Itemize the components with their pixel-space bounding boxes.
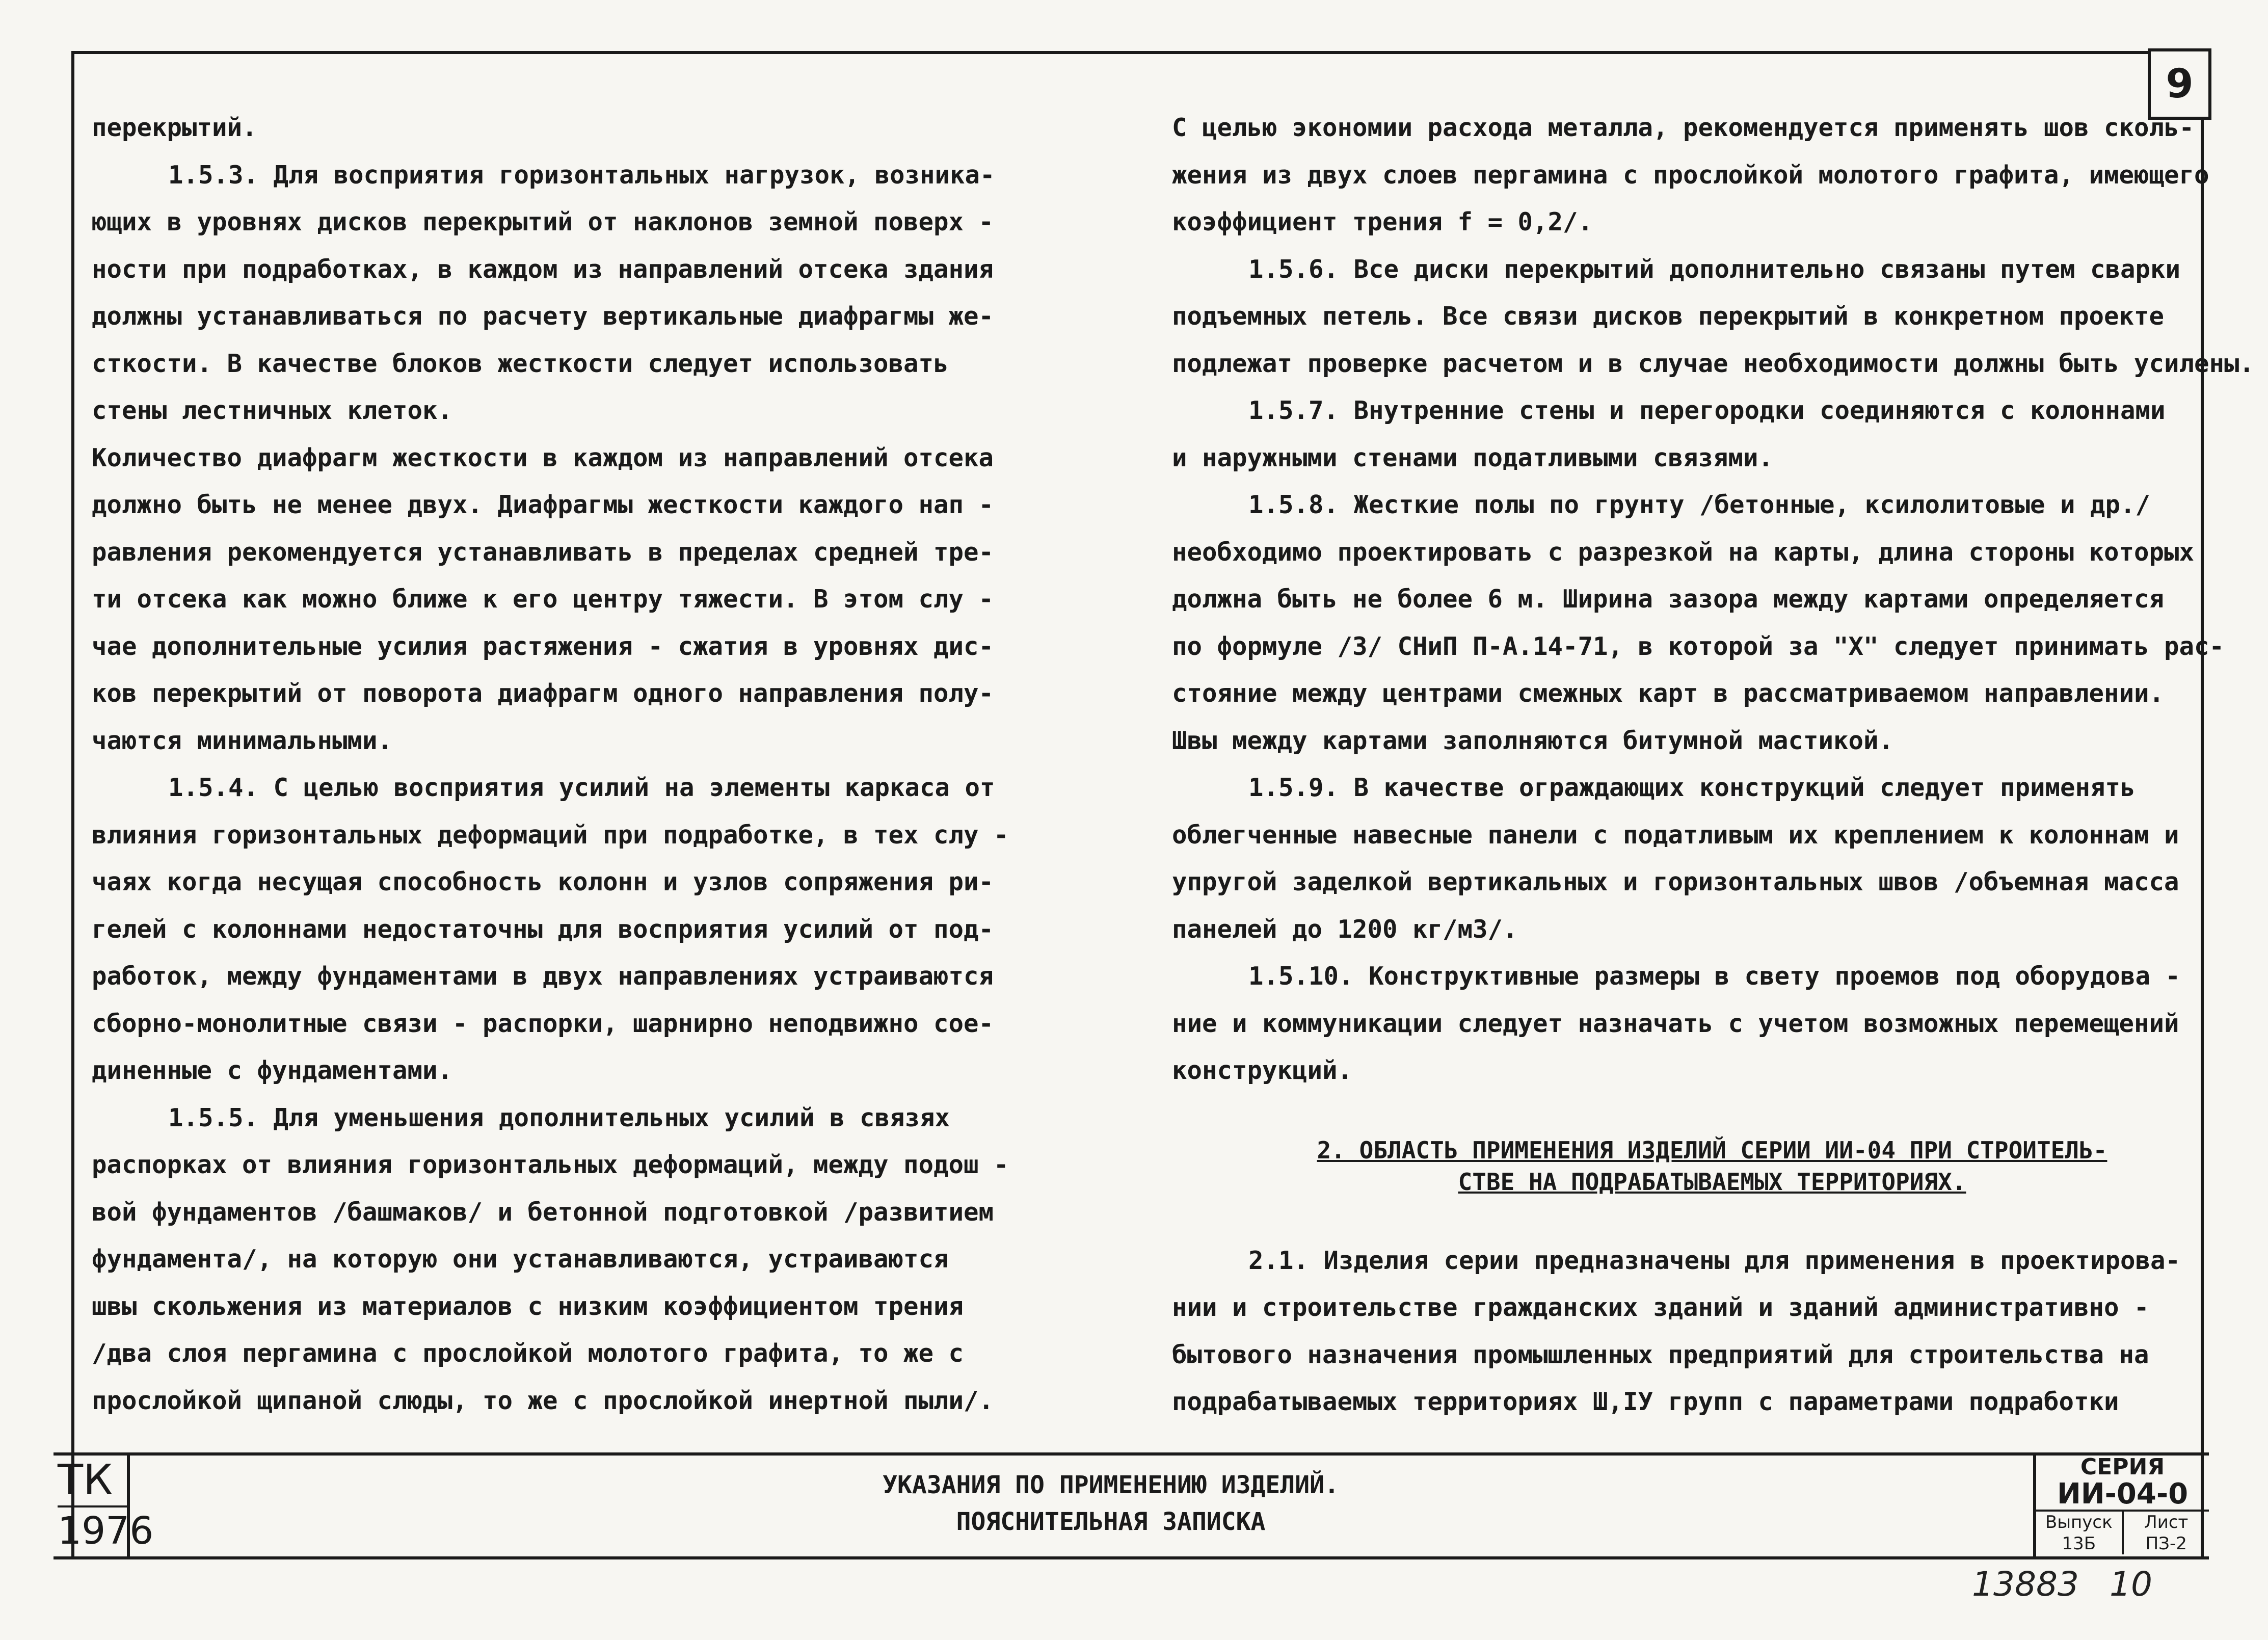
text-line: жения из двух слоев пергамина с прослойкой молотого графита, имеющего: [1172, 160, 2209, 190]
document-title: [135, 1467, 2087, 1540]
text-line: упругой заделкой вертикальных и горизонтальных швов /объемная масса: [1172, 867, 2179, 896]
document-title-line1: УКАЗАНИЯ ПО ПРИМЕНЕНИЮ ИЗДЕЛИЙ.: [883, 1471, 1339, 1499]
text-line: 1.5.4. С целью восприятия усилий на элементы каркаса от: [168, 773, 995, 802]
text-line: швы скольжения из материалов с низким коэффициентом трения: [92, 1291, 964, 1321]
text-line: ности при подработках, в каждом из направлений отсека здания: [92, 254, 994, 284]
text-line: стояние между центрами смежных карт в рассматриваемом направлении.: [1172, 679, 2165, 708]
section-heading-line1: 2. ОБЛАСТЬ ПРИМЕНЕНИЯ ИЗДЕЛИЙ СЕРИИ ИИ-04 ПРИ СТРОИТЕЛЬ-: [1317, 1136, 2107, 1164]
text-line: необходимо проектировать с разрезкой на карты, длина стороны которых: [1172, 537, 2195, 567]
sheet-label: Лист: [2122, 1512, 2209, 1533]
org-code: ТК: [58, 1456, 127, 1507]
sheet-number-box: 9: [2148, 48, 2211, 120]
right-paragraphs-after: [1172, 1237, 2191, 1426]
issue-sheet-values: [2036, 1533, 2209, 1554]
text-line: Количество диафрагм жесткости в каждом из направлений отсека: [92, 443, 994, 472]
text-line: 1.5.6. Все диски перекрытий дополнительно связаны путем сварки: [1248, 254, 2181, 284]
sheet-value: ПЗ-2: [2122, 1533, 2209, 1554]
text-line: перекрытий.: [92, 113, 257, 142]
text-line: по формуле /3/ СНиП П-А.14-71, в которой за "Х" следует принимать рас-: [1172, 631, 2225, 661]
text-line: 1.5.10. Конструктивные размеры в свету проемов под оборудова -: [1248, 962, 2181, 991]
text-line: должны устанавливаться по расчету вертикальные диафрагмы же-: [92, 302, 994, 331]
text-line: чаются минимальными.: [92, 726, 393, 755]
org-box: [54, 1456, 154, 1556]
text-line: подъемных петель. Все связи дисков перекрытий в конкретном проекте: [1172, 302, 2165, 331]
org-year: 1976: [58, 1509, 154, 1553]
series-box: [2033, 1456, 2209, 1556]
text-line: 1.5.8. Жесткие полы по грунту /бетонные, ксилолитовые и др./: [1248, 490, 2151, 519]
text-line: нии и строительстве гражданских зданий и зданий административно -: [1172, 1293, 2149, 1322]
text-line: 1.5.7. Внутренние стены и перегородки соединяются с колоннами: [1248, 396, 2166, 425]
text-line: ние и коммуникации следует назначать с учетом возможных перемещений: [1172, 1009, 2179, 1038]
right-paragraphs: [1172, 104, 2255, 1095]
text-line: фундамента/, на которую они устанавливаются, устраиваются: [92, 1245, 949, 1274]
section-heading: [1172, 1134, 2191, 1198]
text-line: С целью экономии расхода металла, рекомендуется применять шов сколь-: [1172, 113, 2195, 142]
left-text-column: [92, 104, 1090, 1424]
text-line: распорках от влияния горизонтальных деформаций, между подош -: [92, 1150, 1009, 1179]
text-line: ти отсека как можно ближе к его центру тяжести. В этом слу -: [92, 585, 994, 614]
text-line: работок, между фундаментами в двух направлениях устраиваются: [92, 962, 994, 991]
series-code: ИИ-04-0: [2036, 1479, 2209, 1512]
text-line: облегченные навесные панели с податливым их креплением к колоннам и: [1172, 820, 2179, 850]
archive-number: 13883: [1972, 1565, 2079, 1604]
text-line: ющих в уровнях дисков перекрытий от наклонов земной поверх -: [92, 207, 994, 236]
title-block: [54, 1452, 2209, 1559]
text-line: равления рекомендуется устанавливать в пределах средней тре-: [92, 537, 994, 567]
text-line: Швы между картами заполняются битумной мастикой.: [1172, 726, 1894, 755]
issue-value: 13Б: [2062, 1533, 2096, 1554]
text-line: должно быть не менее двух. Диафрагмы жесткости каждого нап -: [92, 490, 994, 519]
text-line: /два слоя пергамина с прослойкой молотого графита, то же с: [92, 1339, 964, 1368]
text-line: сткости. В качестве блоков жесткости следует использовать: [92, 349, 949, 378]
text-line: подлежат проверке расчетом и в случае необходимости должны быть усилены.: [1172, 349, 2255, 378]
document-title-line2: ПОЯСНИТЕЛЬНАЯ ЗАПИСКА: [956, 1507, 1266, 1536]
text-line: должна быть не более 6 м. Ширина зазора между картами определяется: [1172, 585, 2165, 614]
text-line: диненные с фундаментами.: [92, 1056, 453, 1085]
text-line: подрабатываемых территориях Ш,IУ групп с параметрами подработки: [1172, 1387, 2119, 1416]
text-line: влияния горизонтальных деформаций при подработке, в тех слу -: [92, 820, 1009, 850]
text-line: 1.5.3. Для восприятия горизонтальных нагрузок, возника-: [168, 160, 995, 190]
text-line: сборно-монолитные связи - распорки, шарнирно неподвижно сое-: [92, 1009, 994, 1038]
text-line: 1.5.5. Для уменьшения дополнительных усилий в связях: [168, 1103, 950, 1132]
handwritten-page-number: 10: [2110, 1565, 2152, 1604]
text-line: и наружными стенами податливыми связями.: [1172, 443, 1774, 472]
text-line: гелей с колоннами недостаточны для восприятия усилий от под-: [92, 914, 994, 944]
right-text-column: [1172, 104, 2255, 1426]
text-line: 2.1. Изделия серии предназначены для применения в проектирова-: [1248, 1246, 2181, 1275]
text-line: бытового назначения промышленных предприятий для строительства на: [1172, 1340, 2149, 1369]
text-line: стены лестничных клеток.: [92, 396, 453, 425]
issue-label: Выпуск: [2045, 1512, 2113, 1532]
text-line: коэффициент трения f = 0,2/.: [1172, 207, 1593, 236]
text-line: ков перекрытий от поворота диафрагм одного направления полу-: [92, 679, 994, 708]
issue-sheet-labels: [2036, 1512, 2209, 1533]
text-line: 1.5.9. В качестве ограждающих конструкций следует применять: [1248, 773, 2136, 802]
text-line: прослойкой щипаной слюды, то же с прослойкой инертной пыли/.: [92, 1386, 994, 1415]
series-label: СЕРИЯ: [2080, 1454, 2165, 1480]
text-line: вой фундаментов /башмаков/ и бетонной подготовкой /развитием: [92, 1197, 994, 1227]
text-line: конструкций.: [1172, 1056, 1353, 1085]
text-line: чаях когда несущая способность колонн и узлов сопряжения ри-: [92, 867, 994, 896]
section-heading-line2: СТВЕ НА ПОДРАБАТЫВАЕМЫХ ТЕРРИТОРИЯХ.: [1458, 1168, 1966, 1196]
text-line: чае дополнительные усилия растяжения - сжатия в уровнях дис-: [92, 631, 994, 661]
text-line: панелей до 1200 кг/м3/.: [1172, 914, 1518, 944]
